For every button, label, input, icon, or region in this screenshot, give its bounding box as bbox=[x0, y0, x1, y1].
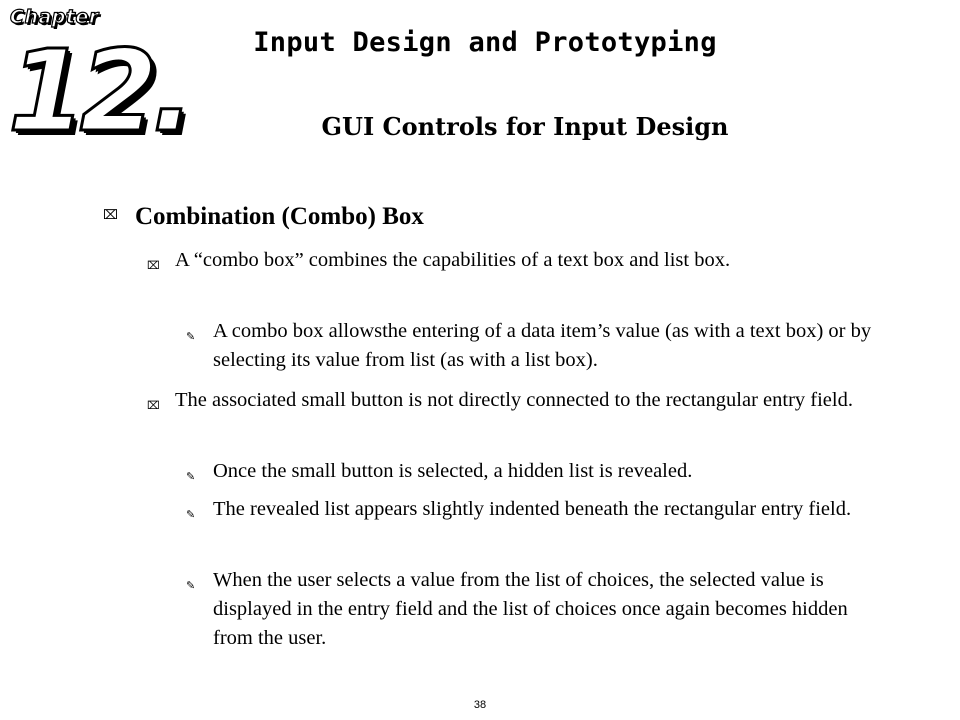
list-item-text: A “combo box” combines the capabilities of a text box and list box. bbox=[175, 249, 731, 271]
list-item bbox=[186, 317, 886, 375]
pencil-bullet-icon: ✎ bbox=[186, 580, 196, 592]
checkbox-bullet-icon: ⌧ bbox=[147, 400, 160, 412]
pencil-bullet-icon: ✎ bbox=[186, 471, 196, 483]
list-item bbox=[186, 566, 886, 653]
list-item-text: The revealed list appears slightly indented beneath the rectangular entry field. bbox=[213, 498, 852, 520]
chapter-label: Chapter bbox=[10, 6, 99, 28]
slide-subtitle: GUI Controls for Input Design bbox=[321, 112, 729, 141]
page-number: 38 bbox=[473, 699, 487, 711]
checkbox-bullet-icon: ⌧ bbox=[103, 207, 118, 222]
list-item bbox=[186, 495, 886, 524]
heading-text: Combination (Combo) Box bbox=[135, 203, 424, 230]
slide-title: Input Design and Prototyping bbox=[253, 27, 717, 58]
chapter-number: 12. bbox=[8, 27, 189, 157]
pencil-bullet-icon: ✎ bbox=[186, 509, 196, 521]
pencil-bullet-icon: ✎ bbox=[186, 331, 196, 343]
list-item-text: Once the small button is selected, a hidden list is revealed. bbox=[213, 460, 693, 482]
checkbox-bullet-icon: ⌧ bbox=[147, 260, 160, 272]
list-item-text: The associated small button is not directly connected to the rectangular entry field. bbox=[175, 389, 853, 411]
list-item bbox=[186, 457, 886, 486]
list-item bbox=[147, 246, 867, 275]
list-item bbox=[147, 386, 867, 415]
list-item-text: When the user selects a value from the list of choices, the selected value is displayed in the entry field and the list of choices once again becomes hidden from the user. bbox=[213, 569, 848, 649]
chapter-logo bbox=[6, 6, 189, 166]
list-item-text: A combo box allowsthe entering of a data item’s value (as with a text box) or by selecting its value from list (as with a list box). bbox=[213, 320, 872, 371]
